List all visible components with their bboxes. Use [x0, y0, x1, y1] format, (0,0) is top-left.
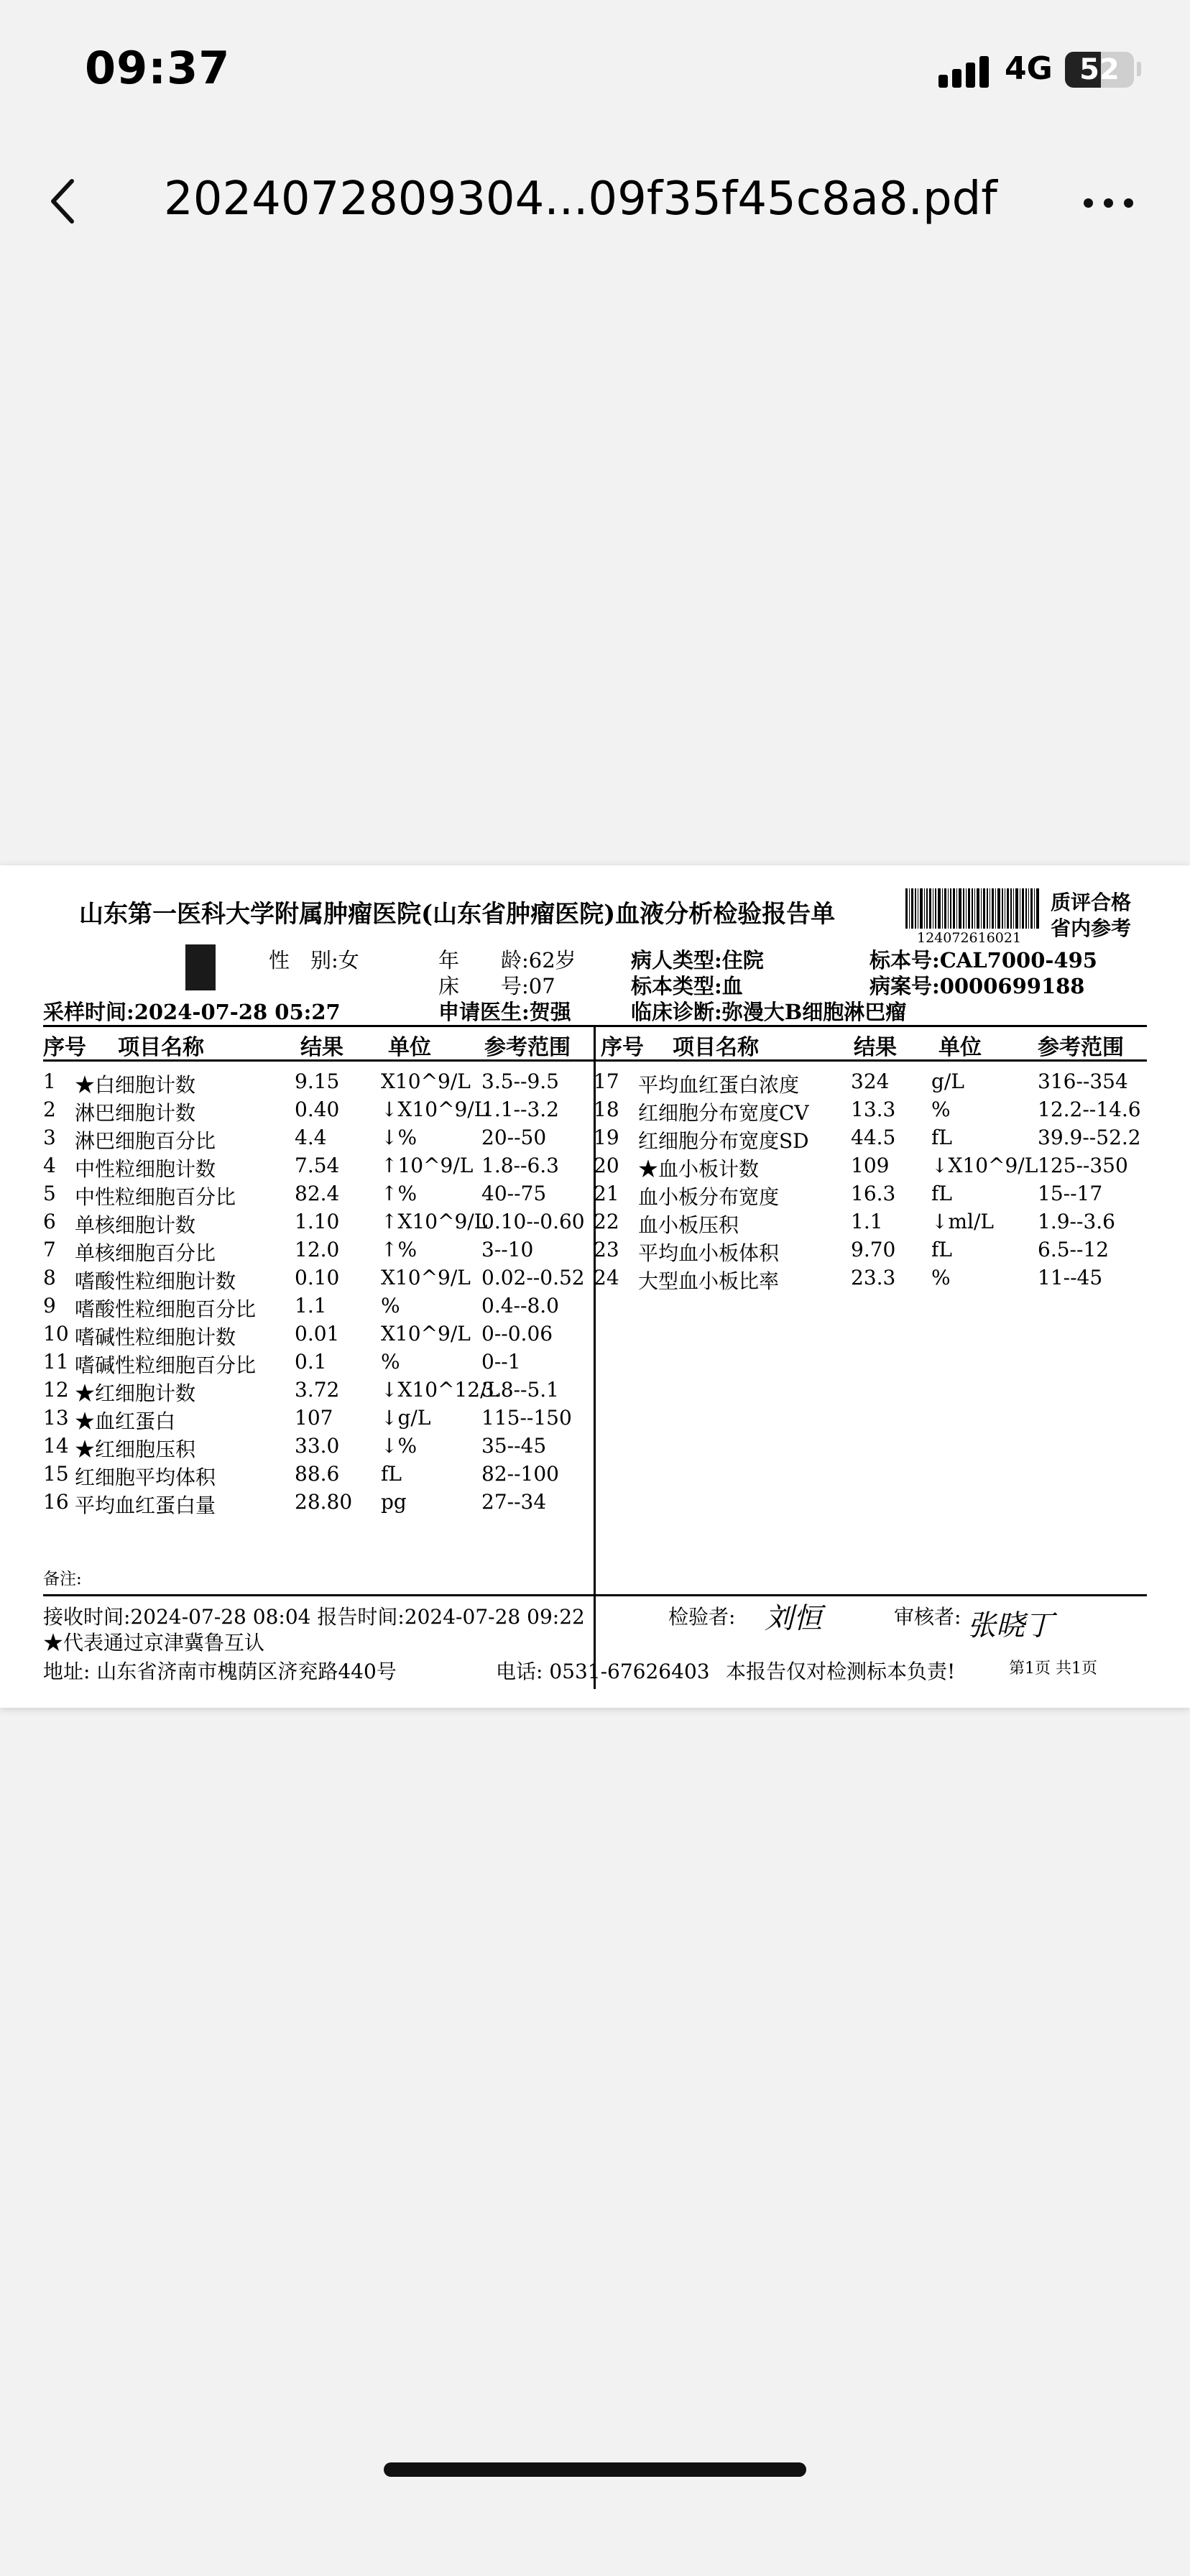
- info-sample-no: 标本号:CAL7000-495: [870, 948, 1097, 972]
- cell-name: 嗜碱性粒细胞百分比: [75, 1353, 257, 1377]
- cell-range: 125--350: [1038, 1154, 1128, 1177]
- cell-name: 红细胞分布宽度SD: [638, 1129, 809, 1153]
- info-diagnosis: 临床诊断:弥漫大B细胞淋巴瘤: [631, 1000, 907, 1024]
- cell-unit: ↑%: [381, 1238, 418, 1261]
- right-results-table: [0, 865, 1190, 1656]
- cell-result: 82.4: [295, 1182, 340, 1205]
- status-bar: [0, 0, 1190, 144]
- cell-name: 血小板分布宽度: [638, 1185, 780, 1209]
- battery-level: 52: [1079, 53, 1120, 86]
- cell-result: 107: [295, 1406, 333, 1430]
- cell-no: 9: [43, 1294, 56, 1317]
- cell-no: 3: [43, 1126, 56, 1149]
- info-patient-type: 病人类型:住院: [631, 948, 764, 972]
- cell-unit: %: [931, 1266, 951, 1289]
- cell-no: 16: [43, 1490, 69, 1514]
- cell-range: 20--50: [481, 1126, 547, 1149]
- cell-no: 23: [594, 1238, 619, 1261]
- cell-range: 316--354: [1038, 1070, 1128, 1093]
- info-age: 年 龄:62岁: [438, 948, 576, 972]
- cell-unit: pg: [381, 1490, 407, 1514]
- cell-unit: ↓%: [381, 1434, 418, 1458]
- cell-range: 3--10: [481, 1238, 534, 1261]
- cell-no: 22: [594, 1210, 619, 1233]
- cell-unit: X10^9/L: [381, 1322, 471, 1346]
- cell-result: 109: [851, 1154, 890, 1177]
- cell-name: ★血小板计数: [638, 1157, 760, 1181]
- cell-range: 12.2--14.6: [1038, 1098, 1141, 1121]
- cell-name: 嗜酸性粒细胞计数: [75, 1269, 236, 1293]
- cell-no: 4: [43, 1154, 56, 1177]
- cell-name: 红细胞分布宽度CV: [638, 1101, 809, 1125]
- col-name-right: 项目名称: [673, 1035, 759, 1060]
- cell-no: 7: [43, 1238, 56, 1261]
- reviewer-label: 审核者:: [894, 1605, 961, 1629]
- cell-range: 11--45: [1038, 1266, 1103, 1289]
- table-row: [0, 1210, 1190, 1238]
- info-case-no: 病案号:0000699188: [870, 974, 1085, 998]
- cell-unit: %: [931, 1098, 951, 1121]
- cell-unit: ↓X10^9/L: [931, 1154, 1038, 1177]
- cell-range: 35--45: [481, 1434, 547, 1458]
- reviewer-signature: 张晓丁: [967, 1609, 1053, 1642]
- cell-name: ★白细胞计数: [75, 1073, 196, 1097]
- cell-name: 淋巴细胞计数: [75, 1101, 196, 1125]
- cell-range: 40--75: [481, 1182, 547, 1205]
- cell-unit: %: [381, 1294, 400, 1317]
- cell-no: 12: [43, 1378, 69, 1402]
- cell-range: 82--100: [481, 1462, 559, 1486]
- cell-result: 28.80: [295, 1490, 353, 1514]
- cell-unit: ↑10^9/L: [381, 1154, 474, 1177]
- cell-unit: ↑X10^9/L: [381, 1210, 488, 1233]
- cell-name: 大型血小板比率: [638, 1269, 780, 1293]
- cell-unit: ↓%: [381, 1126, 418, 1149]
- cell-name: ★红细胞计数: [75, 1381, 196, 1405]
- cell-range: 15--17: [1038, 1182, 1103, 1205]
- cell-unit: ↑%: [381, 1182, 418, 1205]
- battery-icon: [1065, 52, 1134, 88]
- col-result-right: 结果: [854, 1035, 897, 1060]
- cell-range: 0--0.06: [481, 1322, 553, 1346]
- table-row: [0, 1182, 1190, 1210]
- page-count: 第1页 共1页: [1009, 1660, 1097, 1678]
- cell-unit: fL: [931, 1182, 952, 1205]
- cell-range: 0.10--0.60: [481, 1210, 585, 1233]
- info-bed: 床 号:07: [438, 974, 555, 998]
- cell-name: ★血红蛋白: [75, 1409, 176, 1433]
- col-unit-right: 单位: [938, 1035, 982, 1060]
- cell-name: 单核细胞计数: [75, 1213, 196, 1237]
- cell-no: 5: [43, 1182, 56, 1205]
- cell-name: 血小板压积: [638, 1213, 739, 1237]
- cell-result: 23.3: [851, 1266, 896, 1289]
- cell-result: 4.4: [295, 1126, 327, 1149]
- more-options-icon[interactable]: [1076, 181, 1141, 224]
- cell-name: 单核细胞百分比: [75, 1241, 216, 1265]
- cell-range: 6.5--12: [1038, 1238, 1110, 1261]
- cell-no: 1: [43, 1070, 56, 1093]
- cell-result: 1.1: [851, 1210, 883, 1233]
- cell-result: 0.1: [295, 1350, 327, 1374]
- cell-unit: fL: [931, 1126, 952, 1149]
- cell-no: 11: [43, 1350, 69, 1374]
- cell-name: 平均血红蛋白浓度: [638, 1073, 800, 1097]
- table-row: [0, 1154, 1190, 1182]
- cell-unit: ↓g/L: [381, 1406, 431, 1430]
- cell-range: 0--1: [481, 1350, 521, 1374]
- cell-result: 9.15: [295, 1070, 340, 1093]
- mutual-recognition-note: ★代表通过京津冀鲁互认: [43, 1631, 265, 1655]
- info-sample-time: 采样时间:2024-07-28 05:27: [43, 1000, 341, 1024]
- cell-no: 21: [594, 1182, 619, 1205]
- file-title: 2024072809304...09f35f45c8a8.pdf: [164, 172, 997, 226]
- cell-unit: ↓ml/L: [931, 1210, 994, 1233]
- cell-range: 1.1--3.2: [481, 1098, 559, 1121]
- cell-result: 7.54: [295, 1154, 340, 1177]
- cell-unit: X10^9/L: [381, 1070, 471, 1093]
- col-no-right: 序号: [601, 1035, 644, 1060]
- cell-no: 20: [594, 1154, 619, 1177]
- cell-result: 88.6: [295, 1462, 340, 1486]
- report-title: 山东第一医科大学附属肿瘤医院(山东省肿瘤医院)血液分析检验报告单: [79, 900, 836, 929]
- cell-name: ★红细胞压积: [75, 1438, 196, 1461]
- signal-icon: [938, 56, 992, 88]
- cell-result: 16.3: [851, 1182, 896, 1205]
- col-range-left: 参考范围: [484, 1035, 571, 1060]
- footer-times: 接收时间:2024-07-28 08:04 报告时间:2024-07-28 09:22: [43, 1605, 585, 1629]
- cell-range: 27--34: [481, 1490, 547, 1514]
- hospital-phone: 电话: 0531-67626403: [496, 1660, 710, 1683]
- cell-no: 18: [594, 1098, 619, 1121]
- tester-signature: 刘恒: [765, 1602, 822, 1635]
- table-row: [0, 1266, 1190, 1294]
- cell-no: 19: [594, 1126, 619, 1149]
- cell-result: 3.72: [295, 1378, 340, 1402]
- cell-no: 13: [43, 1406, 69, 1430]
- cell-result: 1.10: [295, 1210, 340, 1233]
- tester-label: 检验者:: [668, 1605, 736, 1629]
- remark-label: 备注:: [43, 1570, 82, 1588]
- cell-unit: X10^9/L: [381, 1266, 471, 1289]
- cell-name: 中性粒细胞百分比: [75, 1185, 236, 1209]
- cell-no: 2: [43, 1098, 56, 1121]
- cell-no: 24: [594, 1266, 619, 1289]
- info-sample-type: 标本类型:血: [631, 974, 743, 998]
- cell-range: 0.02--0.52: [481, 1266, 585, 1289]
- hospital-address: 地址: 山东省济南市槐荫区济兖路440号: [43, 1660, 397, 1683]
- col-name-left: 项目名称: [118, 1035, 204, 1060]
- cell-name: 红细胞平均体积: [75, 1466, 216, 1489]
- barcode-number: 124072616021: [917, 930, 1022, 946]
- cell-unit: fL: [381, 1462, 402, 1486]
- cell-name: 嗜碱性粒细胞计数: [75, 1325, 236, 1349]
- cell-range: 39.9--52.2: [1038, 1126, 1141, 1149]
- back-chevron-icon[interactable]: [42, 171, 92, 231]
- cell-no: 17: [594, 1070, 619, 1093]
- info-gender: 性 别:女: [269, 948, 359, 972]
- cell-no: 15: [43, 1462, 69, 1486]
- col-no-left: 序号: [43, 1035, 86, 1060]
- status-time: 09:37: [85, 42, 231, 94]
- cell-unit: %: [381, 1350, 400, 1374]
- cell-range: 115--150: [481, 1406, 572, 1430]
- cell-result: 33.0: [295, 1434, 340, 1458]
- cell-unit: fL: [931, 1238, 952, 1261]
- cell-range: 0.4--8.0: [481, 1294, 559, 1317]
- disclaimer: 本报告仅对检测标本负责!: [726, 1660, 956, 1683]
- nav-bar: [0, 144, 1190, 259]
- home-indicator[interactable]: [384, 2462, 806, 2477]
- cell-range: 1.8--6.3: [481, 1154, 559, 1177]
- cell-name: 淋巴细胞百分比: [75, 1129, 216, 1153]
- cell-range: 1.9--3.6: [1038, 1210, 1115, 1233]
- cell-unit: ↓X10^9/L: [381, 1098, 488, 1121]
- cell-result: 44.5: [851, 1126, 896, 1149]
- cell-unit: g/L: [931, 1070, 964, 1093]
- cell-unit: ↓X10^12/L: [381, 1378, 501, 1402]
- col-range-right: 参考范围: [1038, 1035, 1124, 1060]
- cell-result: 1.1: [295, 1294, 327, 1317]
- cell-range: 3.5--9.5: [481, 1070, 559, 1093]
- cell-name: 中性粒细胞计数: [75, 1157, 216, 1181]
- qc-label-2: 省内参考: [1051, 916, 1132, 940]
- cell-result: 13.3: [851, 1098, 896, 1121]
- qc-label-1: 质评合格: [1051, 891, 1132, 914]
- table-row: [0, 1098, 1190, 1126]
- cell-result: 0.01: [295, 1322, 340, 1346]
- cell-result: 9.70: [851, 1238, 896, 1261]
- info-doctor: 申请医生:贺强: [438, 1000, 571, 1024]
- cell-result: 324: [851, 1070, 890, 1093]
- col-result-left: 结果: [300, 1035, 343, 1060]
- network-type: 4G: [1005, 50, 1053, 87]
- cell-range: 3.8--5.1: [481, 1378, 559, 1402]
- table-row: [0, 1126, 1190, 1154]
- pdf-page: [0, 865, 1190, 1708]
- table-row: [0, 1238, 1190, 1266]
- cell-name: 平均血小板体积: [638, 1241, 780, 1265]
- cell-result: 12.0: [295, 1238, 340, 1261]
- cell-name: 平均血红蛋白量: [75, 1494, 216, 1517]
- cell-no: 6: [43, 1210, 56, 1233]
- cell-name: 嗜酸性粒细胞百分比: [75, 1297, 257, 1321]
- cell-result: 0.40: [295, 1098, 340, 1121]
- table-row: [0, 1070, 1190, 1098]
- cell-no: 10: [43, 1322, 69, 1346]
- cell-no: 14: [43, 1434, 69, 1458]
- cell-result: 0.10: [295, 1266, 340, 1289]
- col-unit-left: 单位: [388, 1035, 431, 1060]
- cell-no: 8: [43, 1266, 56, 1289]
